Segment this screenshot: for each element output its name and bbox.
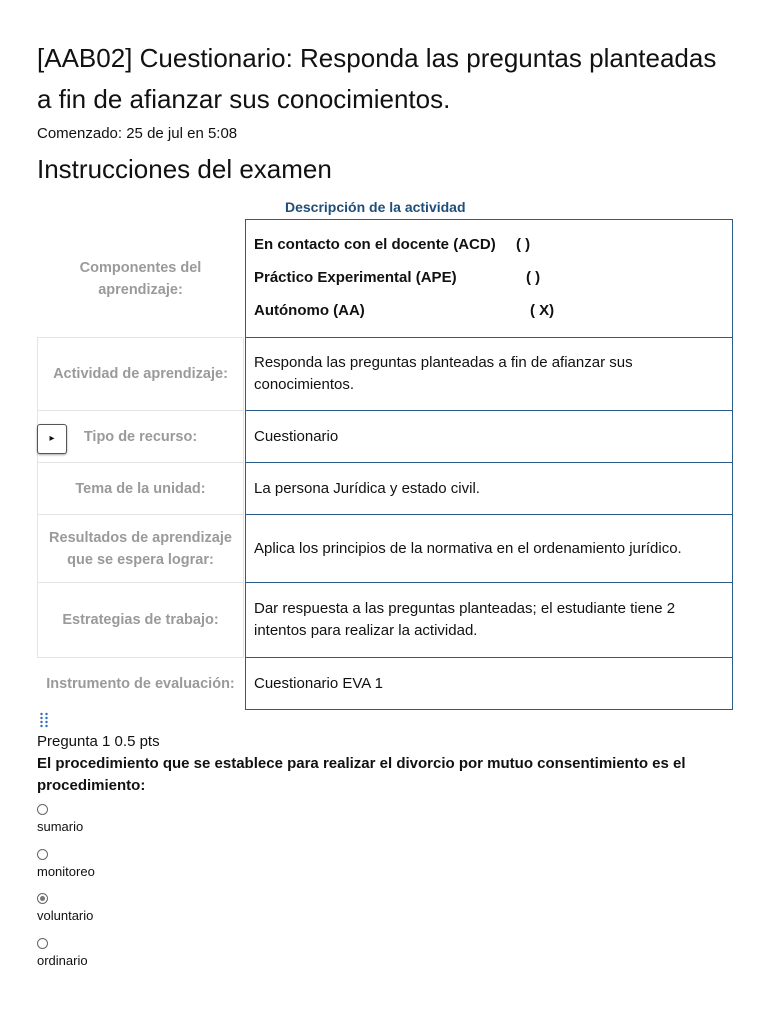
table-row <box>37 582 733 658</box>
table-row <box>37 337 733 411</box>
answer-option[interactable] <box>37 893 237 925</box>
answer-option[interactable] <box>37 849 237 881</box>
row-label: Estrategias de trabajo: <box>37 582 244 658</box>
answer-option[interactable] <box>37 804 237 836</box>
question-text: El procedimiento que se establece para realizar el divorcio por mutuo consentimiento es el procedimiento: <box>37 755 686 794</box>
table-row <box>37 462 733 515</box>
row-value: Cuestionario EVA 1 <box>245 657 733 710</box>
component-name: Autónomo (AA) <box>254 302 365 319</box>
play-button[interactable]: ▸ <box>37 424 67 454</box>
row-label <box>37 410 244 463</box>
row-value: Cuestionario <box>245 410 733 463</box>
activity-description-caption: Descripción de la actividad <box>285 199 466 215</box>
instructions-heading: Instrucciones del examen <box>37 154 332 184</box>
row-label: Actividad de aprendizaje: <box>37 337 244 411</box>
component-ape <box>254 267 724 300</box>
radio-button[interactable] <box>37 849 48 860</box>
option-label[interactable]: sumario <box>37 819 84 834</box>
table-row <box>37 514 733 583</box>
radio-button-selected[interactable] <box>37 893 48 904</box>
option-label[interactable]: monitoreo <box>37 864 95 879</box>
component-mark: ( ) <box>516 236 531 253</box>
row-value: Dar respuesta a las preguntas planteadas; el estudiante tiene 2 intentos para realizar la actividad. <box>245 582 733 658</box>
component-name: Práctico Experimental (APE) <box>254 269 457 286</box>
components-cell <box>245 219 733 338</box>
component-aa <box>254 300 724 333</box>
page-title: [AAB02] Cuestionario: Responda las preguntas planteadas a fin de afianzar sus conocimientos. <box>37 43 717 114</box>
row-label: Tema de la unidad: <box>37 462 244 515</box>
drag-handle-icon[interactable] <box>39 712 49 728</box>
component-acd <box>254 234 724 267</box>
table-row <box>37 657 733 710</box>
row-label-text: Tipo de recurso: <box>83 428 198 445</box>
answer-option[interactable] <box>37 938 237 970</box>
components-label: Componentes del aprendizaje: <box>79 259 202 298</box>
row-label: Resultados de aprendizaje que se espera lograr: <box>37 514 244 583</box>
question-header: Pregunta 1 0.5 pts <box>37 733 160 750</box>
table-row <box>37 410 733 463</box>
row-value: Responda las preguntas planteadas a fin de afianzar sus conocimientos. <box>245 337 733 411</box>
radio-button[interactable] <box>37 938 48 949</box>
component-mark: ( X) <box>530 302 555 319</box>
started-timestamp: Comenzado: 25 de jul en 5:08 <box>37 125 238 142</box>
row-label: Instrumento de evaluación: <box>46 675 235 692</box>
table-row <box>37 219 733 338</box>
radio-button[interactable] <box>37 804 48 815</box>
option-label[interactable]: voluntario <box>37 908 94 923</box>
row-value: La persona Jurídica y estado civil. <box>245 462 733 515</box>
row-value: Aplica los principios de la normativa en el ordenamiento jurídico. <box>245 514 733 583</box>
component-name: En contacto con el docente (ACD) <box>254 236 496 253</box>
option-label[interactable]: ordinario <box>37 953 88 968</box>
component-mark: ( ) <box>526 269 541 286</box>
